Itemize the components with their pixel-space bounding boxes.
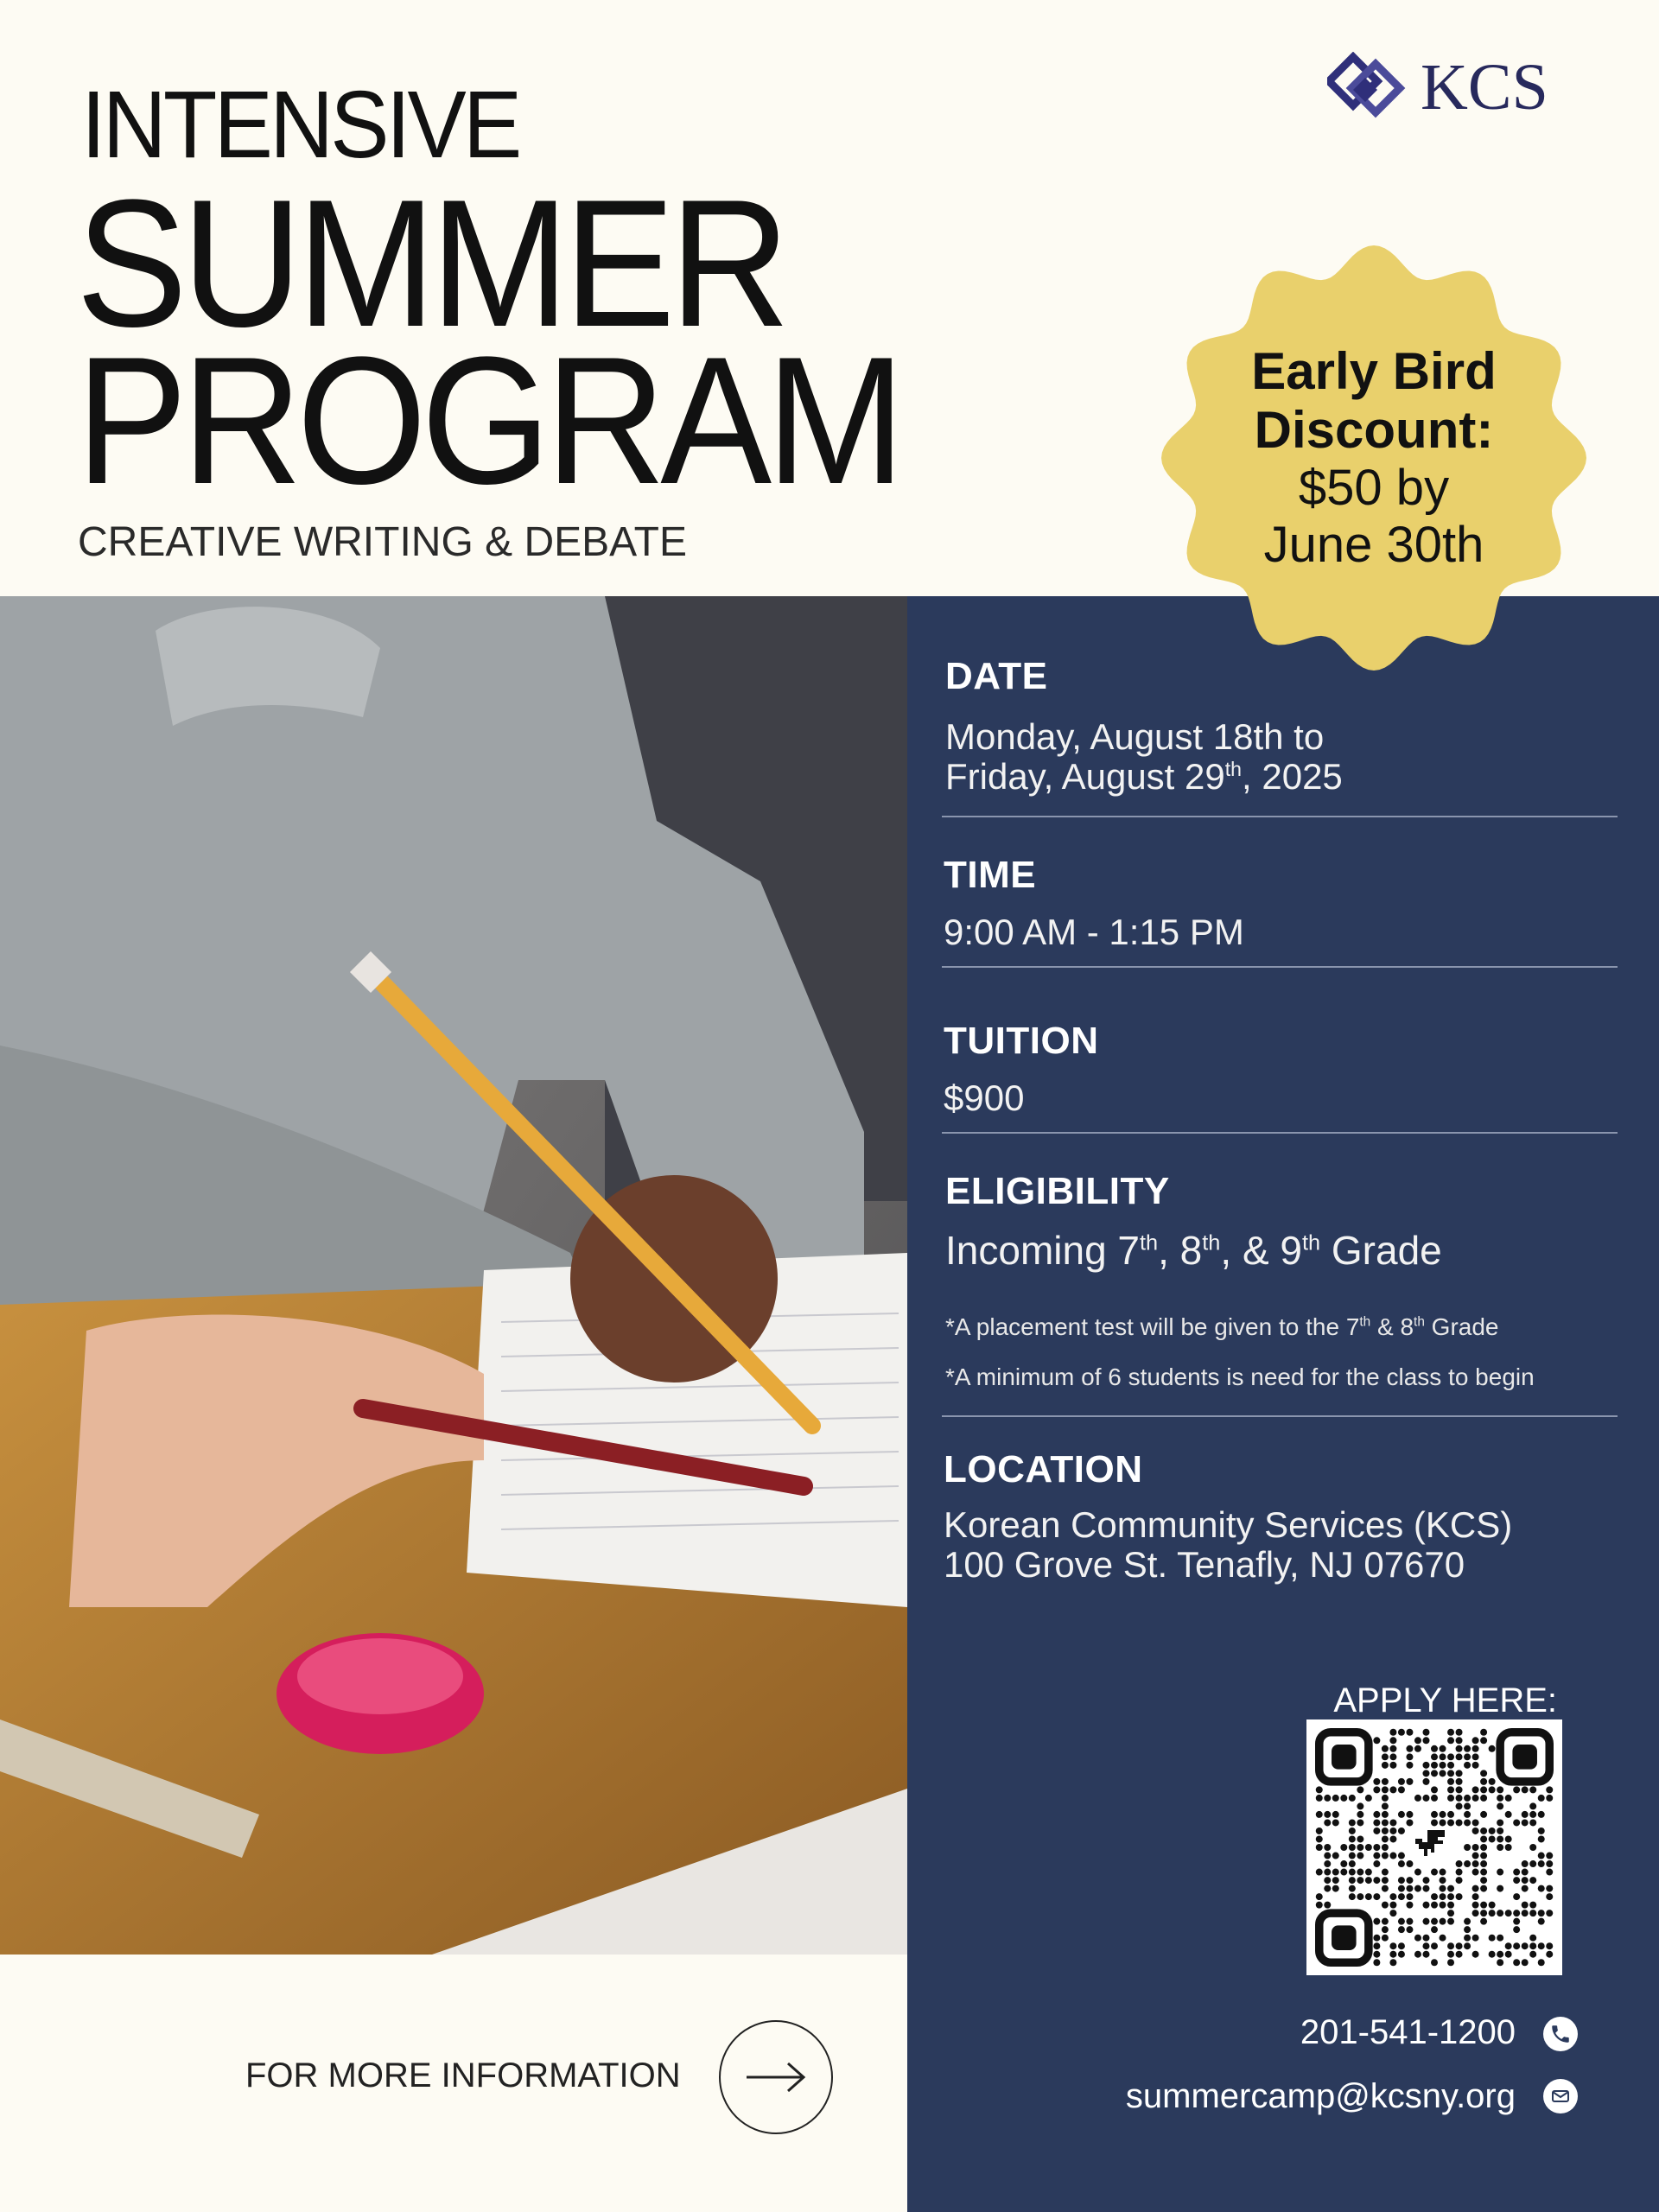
- badge-line-1: Early Bird: [1251, 342, 1497, 400]
- eligibility-heading: ELIGIBILITY: [945, 1170, 1170, 1212]
- phone-number[interactable]: 201-541-1200: [1300, 2013, 1516, 2051]
- divider: [942, 966, 1618, 968]
- divider: [942, 1132, 1618, 1134]
- date-line-1: Monday, August 18th to: [945, 716, 1325, 757]
- date-value: [945, 717, 1343, 797]
- arrow-right-icon: [741, 2060, 810, 2094]
- eligibility-note-2: *A minimum of 6 students is need for the class to begin: [945, 1363, 1535, 1390]
- date-heading: DATE: [945, 655, 1048, 697]
- more-info-button[interactable]: [719, 2020, 833, 2134]
- logo-text: KCS: [1421, 51, 1548, 124]
- location-line-2: 100 Grove St. Tenafly, NJ 07670: [944, 1544, 1465, 1585]
- title-program: PROGRAM: [76, 319, 900, 522]
- title-intensive: INTENSIVE: [81, 72, 519, 178]
- divider: [942, 816, 1618, 817]
- kcs-diamond-logo-icon: [1327, 52, 1414, 123]
- phone-icon: [1543, 2017, 1578, 2051]
- location-heading: LOCATION: [944, 1448, 1143, 1491]
- apply-label: APPLY HERE:: [1333, 1681, 1557, 1719]
- early-bird-badge: [1158, 242, 1590, 674]
- mail-icon: [1543, 2079, 1578, 2113]
- badge-line-3: $50 by: [1298, 460, 1450, 516]
- location-line-1: Korean Community Services (KCS): [944, 1504, 1513, 1545]
- location-value: [944, 1505, 1512, 1585]
- divider: [942, 1415, 1618, 1417]
- tuition-value: $900: [944, 1077, 1025, 1118]
- title-summer: SUMMER: [76, 162, 785, 365]
- program-subtitle: CREATIVE WRITING & DEBATE: [78, 519, 687, 565]
- more-information-label: FOR MORE INFORMATION: [245, 2056, 681, 2094]
- badge-line-4: June 30th: [1263, 517, 1484, 573]
- eligibility-note-1: *A placement test will be given to the 7th & 8th Grade: [945, 1313, 1499, 1340]
- tuition-heading: TUITION: [944, 1020, 1099, 1062]
- kcs-logo: [1327, 52, 1548, 123]
- qr-code-icon[interactable]: [1306, 1719, 1562, 1975]
- email-address[interactable]: summercamp@kcsny.org: [1125, 2077, 1516, 2115]
- time-value: 9:00 AM - 1:15 PM: [944, 912, 1244, 952]
- badge-line-2: Discount:: [1254, 401, 1494, 459]
- time-heading: TIME: [944, 854, 1037, 896]
- student-writing-photo: [0, 596, 907, 1955]
- eligibility-value: Incoming 7th, 8th, & 9th Grade: [945, 1228, 1442, 1273]
- date-line-2: Friday, August 29th, 2025: [945, 756, 1343, 797]
